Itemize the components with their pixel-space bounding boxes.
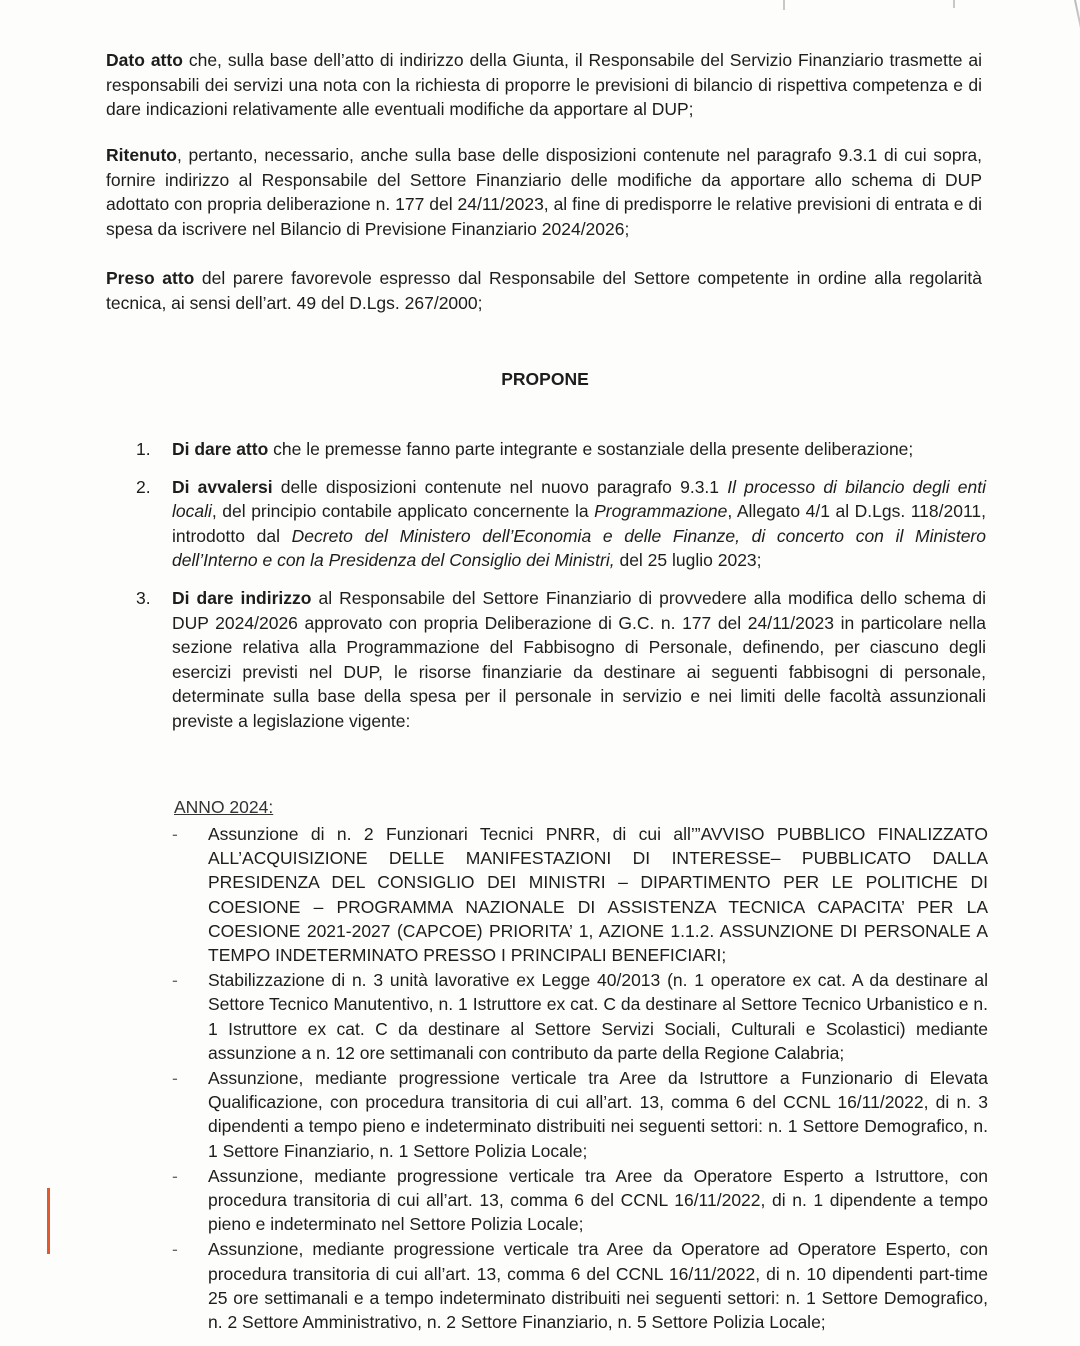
proposal-text: che le premesse fanno parte integrante e sostanziale della presente deliberazione;: [268, 439, 914, 459]
bullet-dash: -: [172, 970, 178, 991]
hiring-text: Assunzione, mediante progressione verticale tra Aree da Istruttore a Funzionario di Elevata Qualificazione, con procedura transitoria di cui all’art. 13, comma 6 del CCNL 16/11/2022, di n. 3 dipendenti a tempo pieno e indeterminato distribuiti nei seguenti settori: n. 1 Settore Demografico, n. 1 Settore Finanziario, n. 1 Settore Polizia Locale;: [208, 1068, 988, 1161]
paragraph-lead: Ritenuto: [106, 145, 177, 165]
year-label: ANNO 2024:: [174, 797, 274, 817]
bullet-dash: -: [172, 824, 178, 844]
proposal-number: 2.: [136, 476, 151, 497]
proposal-item: [136, 475, 986, 573]
margin-marker: [47, 1188, 50, 1254]
proposal-text: del 25 luglio 2023;: [614, 550, 762, 571]
scan-edge-mark: [1074, 0, 1080, 108]
paragraph-lead: Dato atto: [106, 50, 183, 70]
bullet-dash: -: [172, 1239, 178, 1260]
bullet-dash: -: [172, 1165, 178, 1186]
paragraph-text: che, sulla base dell’atto di indirizzo della Giunta, il Responsabile del Servizio Finanziario trasmette ai responsabili dei servizi una nota con la richiesta di proporre le previsioni di bilancio di rispettiva competenza e di dare indicazioni relativamente alle eventuali modifiche da apportare al DUP;: [106, 50, 983, 120]
hiring-item: [172, 1237, 988, 1334]
proposal-text: , del principio contabile applicato concernente la: [211, 501, 595, 522]
proposal-italic: Decreto del Ministero dell’Economia e delle Finanze, di concerto con il Ministero dell’Interno e con la Presidenza del Consiglio dei Ministri,: [172, 525, 986, 571]
hiring-text: Stabilizzazione di n. 3 unità lavorative ex Legge 40/2013 (n. 1 operatore ex cat. A da destinare al Settore Tecnico Manutentivo, n. 1 Istruttore ex cat. C da destinare al Settore Tecnico Urbanistico e n. 1 Istruttore ex cat. C da destinare al Settore Servizi Sociali, Culturali e Scolastici) mediante assunzione a n. 12 ore settimanali con contributo da parte della Regione Calabria;: [208, 970, 988, 1063]
hiring-text: Assunzione, mediante progressione verticale tra Aree da Operatore ad Operatore Esperto, con procedura transitoria di cui all’art. 13, comma 6 del CCNL 16/11/2022, di n. 10 dipendenti part-time 25 ore settimanali e a tempo indeterminato distribuiti nei seguenti settori: n. 1 Settore Demografico, n. 2 Settore Amministrativo, n. 2 Settore Finanziario, n. 5 Settore Polizia Locale;: [208, 1239, 988, 1333]
proposal-list: [136, 437, 986, 747]
hiring-item: [172, 1164, 988, 1237]
proposal-number: 1.: [136, 439, 151, 459]
proposal-text: delle disposizioni contenute nel nuovo paragrafo 9.3.1: [272, 476, 728, 497]
proposal-lead: Di dare atto: [172, 439, 269, 459]
paragraph-ritenuto: [106, 143, 982, 241]
proposal-item: [136, 586, 986, 734]
section-heading: PROPONE: [501, 369, 589, 389]
proposal-lead: Di avvalersi: [172, 476, 273, 497]
scan-edge-mark: [953, 0, 955, 8]
paragraph-lead: Preso atto: [106, 268, 195, 288]
proposal-number: 3.: [136, 587, 151, 608]
proposal-italic: Il processo di bilancio degli enti locali: [172, 476, 986, 522]
hiring-item: [172, 1066, 988, 1163]
paragraph-dato-atto: [106, 48, 982, 122]
proposal-lead: Di dare indirizzo: [172, 587, 312, 608]
hiring-text: Assunzione, mediante progressione verticale tra Aree da Operatore Esperto a Istruttore, con procedura transitoria di cui all’art. 13, comma 6 del CCNL 16/11/2022, di n. 1 dipendente a tempo pieno e indeterminato nel Settore Polizia Locale;: [208, 1165, 988, 1235]
paragraph-text: , pertanto, necessario, anche sulla base delle disposizioni contenute nel paragrafo 9.3.1 di cui sopra, fornire indirizzo al Responsabile del Settore Finanziario delle modifiche da apportare allo schema di DUP adottato con propria deliberazione n. 177 del 24/11/2023, al fine di predisporre le relative previsioni di entrata e di spesa da iscrivere nel Bilancio di Previsione Finanziario 2024/2026;: [106, 145, 982, 239]
proposal-italic: Programmazione: [594, 501, 728, 522]
hiring-item: [172, 968, 988, 1065]
bullet-dash: -: [172, 1068, 178, 1089]
proposal-text: , Allegato 4/1 al D.Lgs. 118/2011, introdotto dal: [172, 501, 987, 546]
paragraph-preso-atto: [106, 266, 982, 315]
proposal-text: al Responsabile del Settore Finanziario di provvedere alla modifica dello schema di DUP 2024/2026 approvato con propria Deliberazione di G.C. n. 177 del 24/11/2023 in particolare nella sezione relativa alla Programmazione del Fabbisogno di Personale, definendo, per ciascuno degli esercizi previsti nel DUP, le risorse finanziarie da destinare ai seguenti fabbisogni di personale, determinate sulla base della spesa per il personale in servizio e nei limiti delle facoltà assunzionali previste a legislazione vigente:: [172, 587, 987, 731]
hiring-text: Assunzione di n. 2 Funzionari Tecnici PNRR, di cui all’”AVVISO PUBBLICO FINALIZZATO ALL’ACQUISIZIONE DELLE MANIFESTAZIONI DI INTERESSE– PUBBLICATO DALLA PRESIDENZA DEL CONSIGLIO DEI MINISTRI – DIPARTIMENTO PER LE POLITICHE DI COESIONE – PROGRAMMA NAZIONALE DI ASSISTENZA TECNICA CAPACITA’ PER LA COESIONE 2021-2027 (CAPCOE) PRIORITA’ 1, AZIONE 1.1.2. ASSUNZIONE DI PERSONALE A TEMPO INDETERMINATO PRESSO I PRINCIPALI BENEFICIARI;: [208, 824, 988, 966]
hiring-list: [172, 822, 988, 1335]
proposal-item: [136, 437, 986, 462]
paragraph-text: del parere favorevole espresso dal Responsabile del Settore competente in ordine alla regolarità tecnica, ai sensi dell’art. 49 del D.Lgs. 267/2000;: [106, 268, 982, 313]
scan-edge-mark: [783, 0, 785, 10]
hiring-item: [172, 822, 988, 967]
